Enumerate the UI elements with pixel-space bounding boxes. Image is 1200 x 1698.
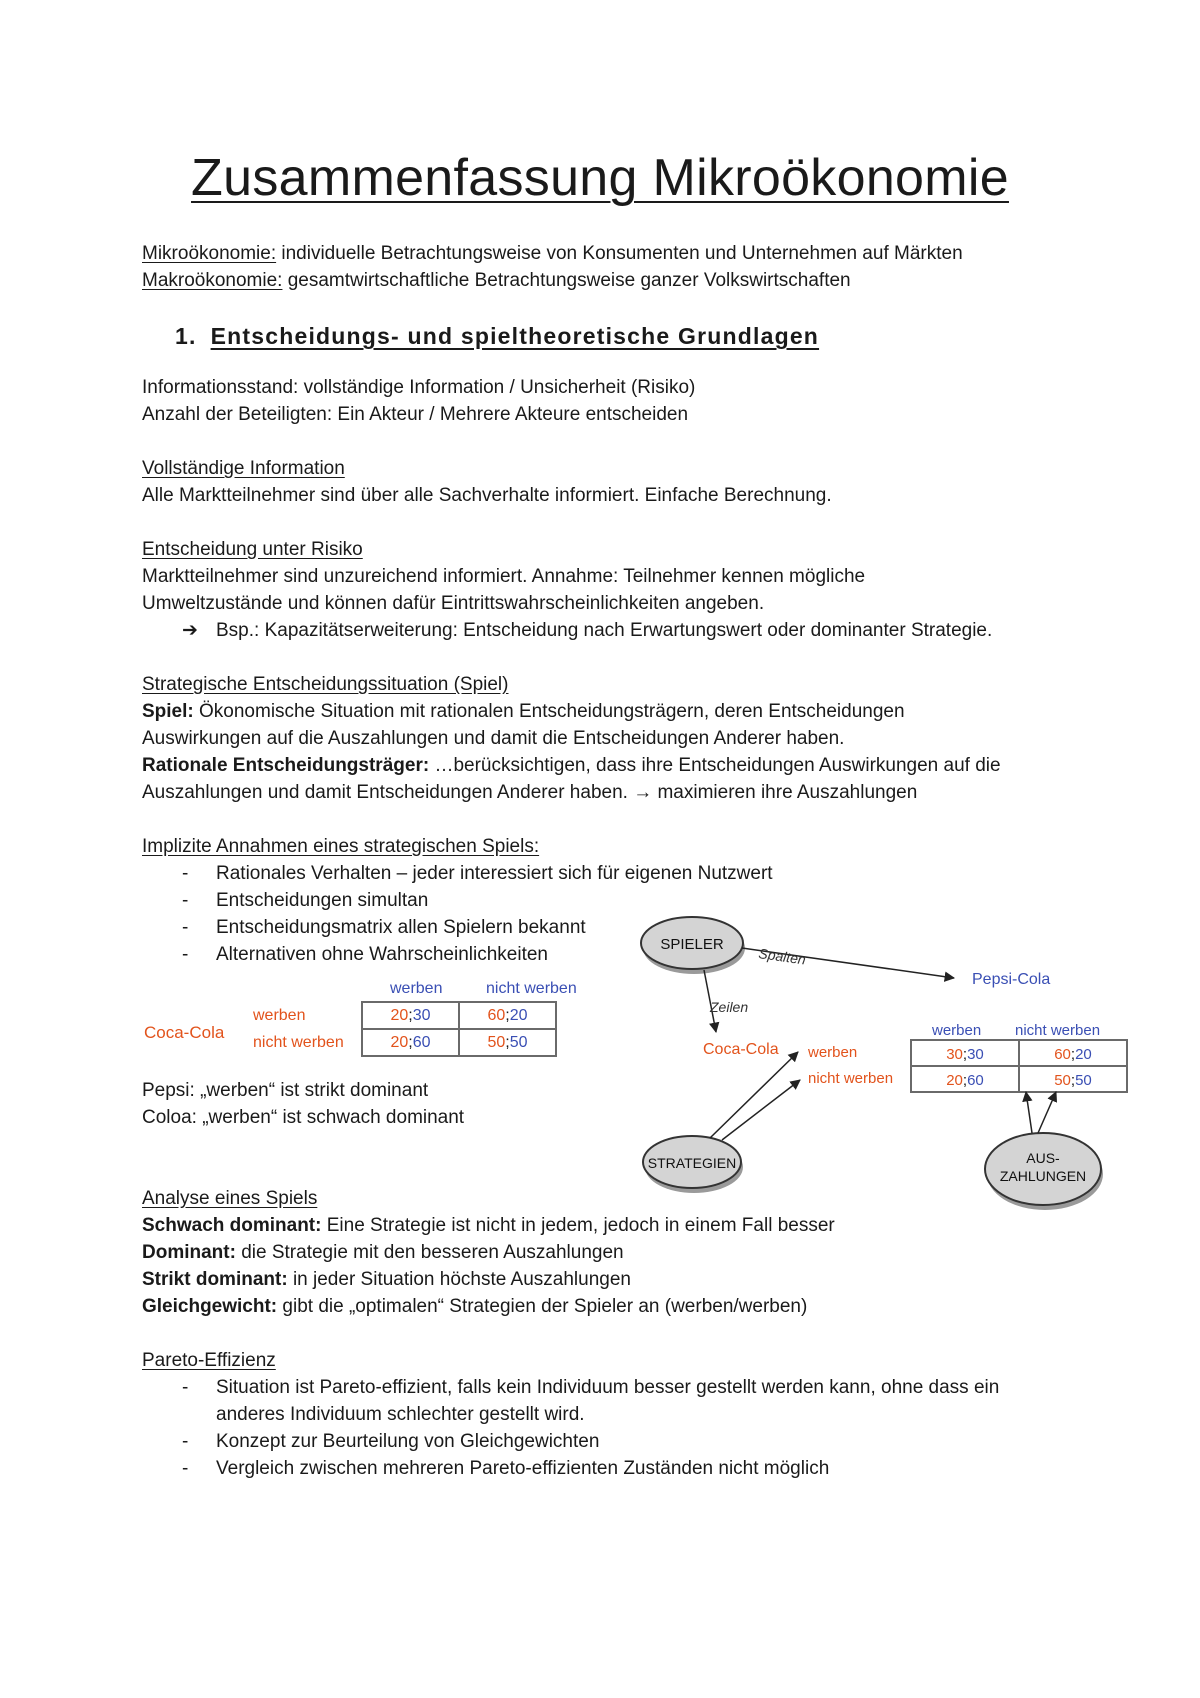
analyse-item: Dominant: die Strategie mit den besseren Auszahlungen: [142, 1242, 624, 1263]
spieler-label: SPIELER: [660, 936, 724, 953]
col-werben-label: werben: [932, 1022, 982, 1039]
table-col-header: werben: [390, 980, 443, 997]
implicit-heading: Implizite Annahmen eines strategischen Spiels:: [142, 836, 540, 857]
row-werben-label: werben: [808, 1044, 858, 1061]
macro-definition: [142, 267, 851, 294]
macro-def: gesamtwirtschaftliche Betrachtungsweise ganzer Volkswirtschaften: [282, 270, 851, 291]
payoff-cell: 60;20: [459, 1002, 556, 1029]
pareto-item: Konzept zur Beurteilung von Gleichgewichten: [216, 1431, 600, 1452]
spiel-def-2: Auswirkungen auf die Auszahlungen und damit die Entscheidungen Anderer haben.: [142, 728, 845, 749]
analyse-item: Strikt dominant: in jeder Situation höchste Auszahlungen: [142, 1269, 631, 1290]
section-title: Entscheidungs- und spieltheoretische Grundlagen: [210, 323, 820, 349]
row-nicht-label: nicht werben: [808, 1070, 894, 1087]
risk-example: Bsp.: Kapazitätserweiterung: Entscheidung nach Erwartungswert oder dominanter Strategie.: [216, 620, 993, 641]
rational-def-2: Auszahlungen und damit Entscheidungen Anderer haben. → maximieren ihre Auszahlungen: [142, 782, 918, 803]
implicit-item: Entscheidungen simultan: [216, 890, 429, 911]
micro-term: Mikroökonomie:: [142, 243, 277, 264]
strategic-heading: Strategische Entscheidungssituation (Spiel): [142, 674, 509, 695]
dash-bullet: -: [182, 1377, 189, 1398]
full-info-heading: Vollständige Information: [142, 458, 345, 479]
dash-bullet: -: [182, 917, 189, 938]
risk-text-1: Marktteilnehmer sind unzureichend informiert. Annahme: Teilnehmer kennen mögliche: [142, 566, 866, 587]
arrow-icon: ➔: [182, 620, 198, 641]
coca-label: Coca-Cola: [703, 1041, 779, 1058]
macro-term: Makroökonomie:: [142, 270, 283, 291]
analyse-heading: Analyse eines Spiels: [142, 1188, 318, 1209]
implicit-item: Rationales Verhalten – jeder interessiert sich für eigenen Nutzwert: [216, 863, 773, 884]
micro-definition: [142, 240, 963, 267]
auszahlungen-label-1: AUS-: [1026, 1150, 1060, 1166]
table-row-header: werben: [253, 1007, 306, 1024]
table-col-header: nicht werben: [486, 980, 577, 997]
table-row-header: nicht werben: [253, 1034, 344, 1051]
arrow-to-cell-left: [1026, 1092, 1032, 1133]
pareto-item-cont: anderes Individuum schlechter gestellt wird.: [216, 1404, 585, 1425]
actors-line: Anzahl der Beteiligten: Ein Akteur / Mehrere Akteure entscheiden: [142, 404, 689, 425]
spalten-label: Spalten: [757, 945, 807, 968]
auszahlungen-label-2: ZAHLUNGEN: [999, 1168, 1087, 1184]
page-title: Zusammenfassung Mikroökonomie: [191, 149, 1009, 207]
section-number: 1.: [175, 323, 197, 349]
implicit-item: Entscheidungsmatrix allen Spielern bekannt: [216, 917, 586, 938]
full-info-text: Alle Marktteilnehmer sind über alle Sachverhalte informiert. Einfache Berechnung.: [142, 485, 832, 506]
pareto-heading: Pareto-Effizienz: [142, 1350, 276, 1371]
arrow-to-werben: [710, 1052, 798, 1138]
table-row-player: Coca-Cola: [144, 1023, 225, 1042]
dash-bullet: -: [182, 863, 189, 884]
diagram-cell: 50;50: [1054, 1072, 1092, 1089]
analyse-item: Gleichgewicht: gibt die „optimalen“ Strategien der Spieler an (werben/werben): [142, 1296, 808, 1317]
analyse-item: Schwach dominant: Eine Strategie ist nicht in jedem, jedoch in einem Fall besser: [142, 1215, 835, 1236]
pepsi-note: Pepsi: „werben“ ist strikt dominant: [142, 1080, 429, 1101]
rational-definition: [142, 752, 1001, 779]
rational-def-1: …berücksichtigen, dass ihre Entscheidungen Auswirkungen auf die: [429, 755, 1001, 776]
rational-term: Rationale Entscheidungsträger:: [142, 755, 430, 776]
risk-text-2: Umweltzustände und können dafür Eintrittswahrscheinlichkeiten angeben.: [142, 593, 765, 614]
col-nicht-label: nicht werben: [1015, 1022, 1101, 1039]
pepsi-label: Pepsi-Cola: [972, 971, 1051, 988]
spiel-definition: [142, 698, 905, 725]
implicit-item: Alternativen ohne Wahrscheinlichkeiten: [216, 944, 548, 965]
game-diagram: [640, 900, 1140, 1200]
payoff-cell: 20;30: [362, 1002, 459, 1029]
micro-def: individuelle Betrachtungsweise von Konsumenten und Unternehmen auf Märkten: [276, 243, 963, 264]
dash-bullet: -: [182, 890, 189, 911]
payoff-table: [361, 1001, 557, 1057]
diagram-cell: 30;30: [946, 1046, 984, 1063]
spiel-term: Spiel:: [142, 701, 194, 722]
dash-bullet: -: [182, 1431, 189, 1452]
coloa-note: Coloa: „werben“ ist schwach dominant: [142, 1107, 465, 1128]
payoff-cell: 50;50: [459, 1029, 556, 1056]
pareto-item: Situation ist Pareto-effizient, falls kein Individuum besser gestellt werden kann, ohne dass ein: [216, 1377, 1000, 1398]
dash-bullet: -: [182, 944, 189, 965]
strategien-label: STRATEGIEN: [647, 1155, 737, 1171]
risk-heading: Entscheidung unter Risiko: [142, 539, 363, 560]
pareto-item: Vergleich zwischen mehreren Pareto-effizienten Zuständen nicht möglich: [216, 1458, 830, 1479]
zeilen-label: Zeilen: [710, 999, 749, 1015]
payoff-cell: 20;60: [362, 1029, 459, 1056]
diagram-cell: 20;60: [946, 1072, 984, 1089]
info-line: Informationsstand: vollständige Information / Unsicherheit (Risiko): [142, 377, 696, 398]
spiel-def-1: Ökonomische Situation mit rationalen Entscheidungsträgern, deren Entscheidungen: [193, 701, 905, 722]
arrow-to-cell-right: [1038, 1092, 1056, 1133]
section-heading: [175, 323, 819, 350]
diagram-cell: 60;20: [1054, 1046, 1092, 1063]
dash-bullet: -: [182, 1458, 189, 1479]
